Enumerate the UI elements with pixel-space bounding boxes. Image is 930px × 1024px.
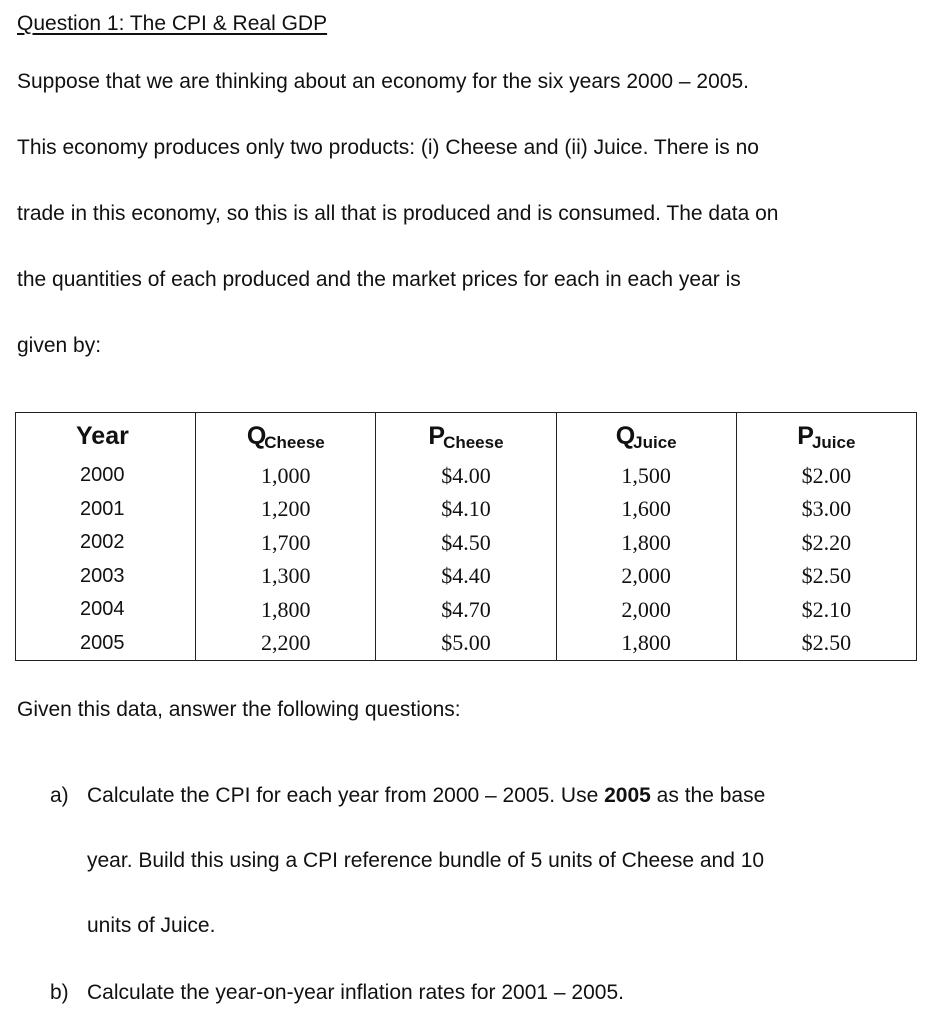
cell-q-juice: 2,000 [556, 560, 736, 594]
cell-p-juice: $2.20 [736, 526, 916, 560]
cell-q-cheese: 1,800 [196, 593, 376, 627]
cell-p-juice: $3.00 [736, 493, 916, 527]
cell-q-juice: 1,600 [556, 493, 736, 527]
table-header-row [16, 413, 917, 460]
table-row [16, 560, 917, 594]
cell-q-cheese: 1,200 [196, 493, 376, 527]
table-row [16, 627, 917, 661]
header-p-cheese: PCheese [376, 413, 556, 460]
cell-p-cheese: $4.00 [376, 459, 556, 493]
question-a-line-1: a) Calculate the CPI for each year from 2000 – 2005. Use 2005 as the base [50, 784, 766, 807]
data-table [15, 412, 917, 661]
table-row [16, 526, 917, 560]
cell-p-cheese: $4.10 [376, 493, 556, 527]
table-row [16, 459, 917, 493]
question-a-marker: a) [50, 784, 69, 807]
header-q-juice: QJuice [556, 413, 736, 460]
cell-p-cheese: $5.00 [376, 627, 556, 661]
cell-q-cheese: 1,300 [196, 560, 376, 594]
header-year: Year [16, 413, 196, 460]
header-q-cheese: QCheese [196, 413, 376, 460]
cell-year: 2003 [16, 560, 196, 594]
cell-q-juice: 1,800 [556, 627, 736, 661]
question-b-marker: b) [50, 981, 69, 1004]
intro-line-2: This economy produces only two products: (i) Cheese and (ii) Juice. There is no [17, 136, 759, 159]
cell-p-juice: $2.50 [736, 560, 916, 594]
cell-p-juice: $2.00 [736, 459, 916, 493]
cell-p-cheese: $4.70 [376, 593, 556, 627]
header-p-juice: PJuice [736, 413, 916, 460]
cell-q-juice: 2,000 [556, 593, 736, 627]
table-row [16, 593, 917, 627]
cell-q-cheese: 1,000 [196, 459, 376, 493]
question-a-line-3: units of Juice. [87, 914, 216, 937]
cell-p-cheese: $4.40 [376, 560, 556, 594]
question-title: Question 1: The CPI & Real GDP [17, 12, 328, 35]
cell-year: 2005 [16, 627, 196, 661]
table-row [16, 493, 917, 527]
cell-year: 2004 [16, 593, 196, 627]
cell-year: 2002 [16, 526, 196, 560]
question-b: b) Calculate the year-on-year inflation rates for 2001 – 2005. [50, 981, 624, 1004]
cell-p-juice: $2.10 [736, 593, 916, 627]
cell-q-cheese: 1,700 [196, 526, 376, 560]
cell-p-cheese: $4.50 [376, 526, 556, 560]
intro-line-4: the quantities of each produced and the market prices for each in each year is [17, 268, 741, 291]
question-a-line-2: year. Build this using a CPI reference bundle of 5 units of Cheese and 10 [87, 849, 765, 872]
cell-p-juice: $2.50 [736, 627, 916, 661]
cell-q-cheese: 2,200 [196, 627, 376, 661]
intro-line-3: trade in this economy, so this is all that is produced and is consumed. The data on [17, 202, 779, 225]
cell-year: 2001 [16, 493, 196, 527]
cell-q-juice: 1,800 [556, 526, 736, 560]
after-table-text: Given this data, answer the following questions: [17, 698, 461, 721]
cell-year: 2000 [16, 459, 196, 493]
cell-q-juice: 1,500 [556, 459, 736, 493]
intro-line-5: given by: [17, 334, 102, 357]
intro-line-1: Suppose that we are thinking about an economy for the six years 2000 – 2005. [17, 70, 749, 93]
